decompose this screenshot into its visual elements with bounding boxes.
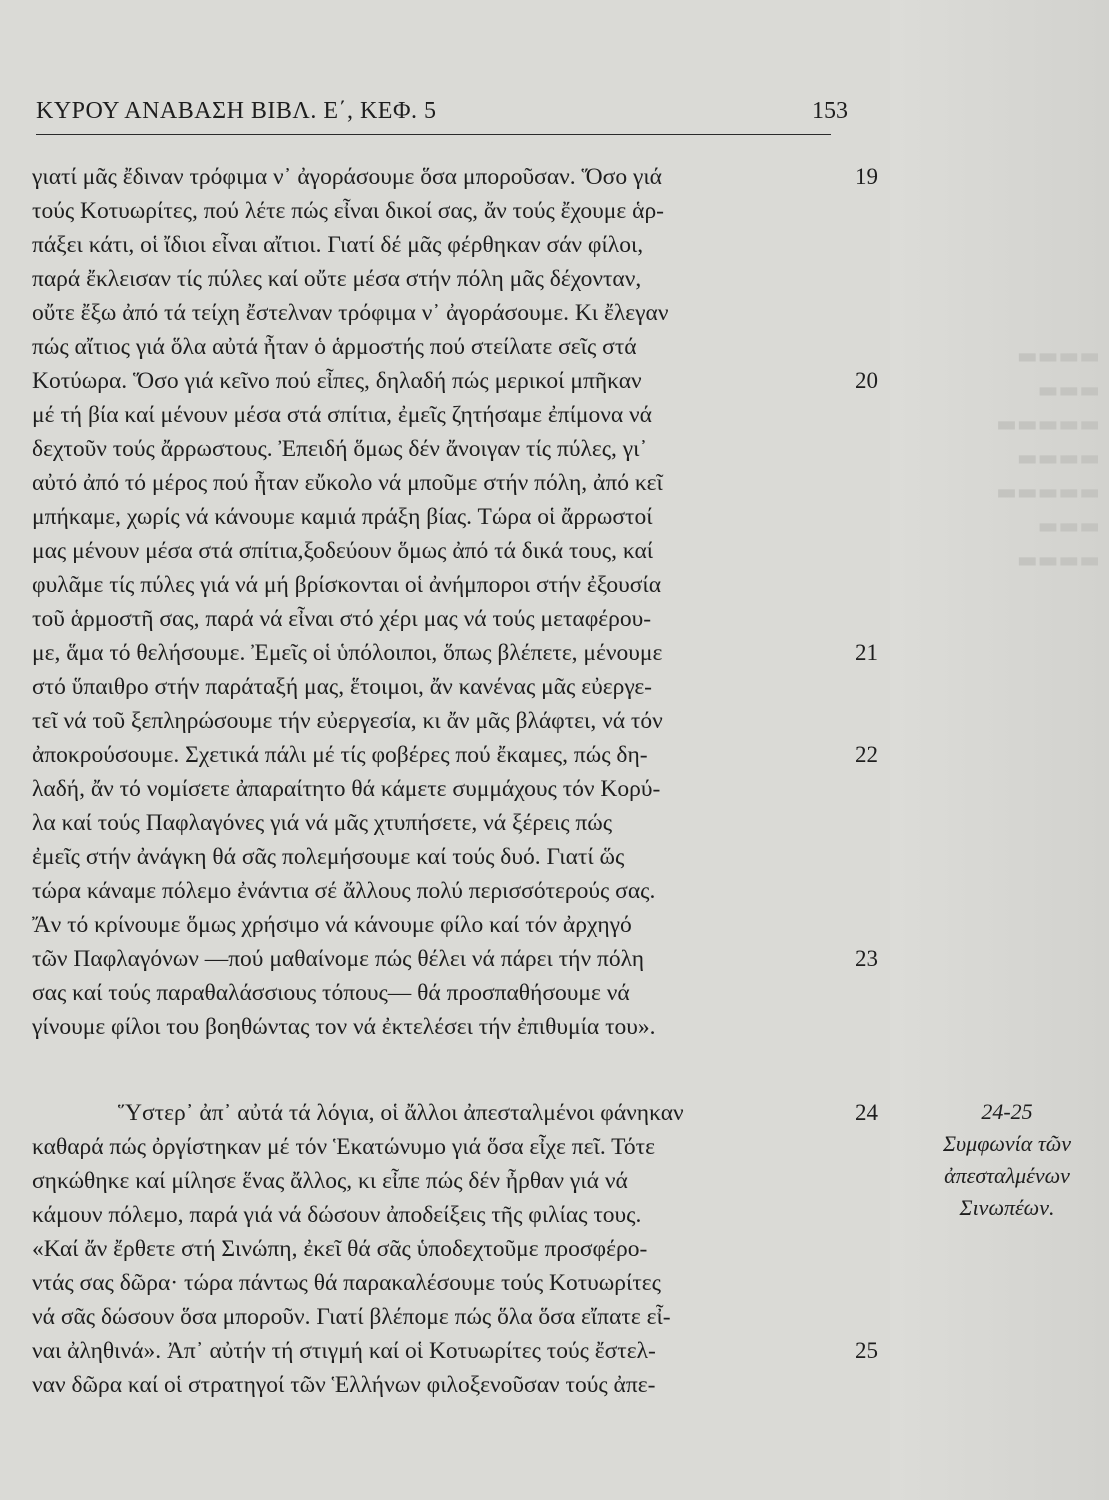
- margin-note: [912, 1096, 1102, 1224]
- text-line: καθαρά πώς ὀργίστηκαν μέ τόν Ἑκατώνυμο γιά ὅσα εἶχε πεῖ. Τότε: [32, 1134, 655, 1160]
- header-rule: [36, 134, 831, 135]
- show-through-text: ▬▬▬▬ ▬▬▬ ▬▬▬▬▬ ▬▬▬▬ ▬▬▬▬▬ ▬▬▬ ▬▬▬▬: [996, 344, 1100, 573]
- text-line: τούς Κοτυωρίτες, πού λέτε πώς εἶναι δικοί σας, ἄν τούς ἔχουμε ἁρ-: [32, 198, 665, 224]
- section-number: 25: [855, 1338, 878, 1363]
- text-line: μπήκαμε, χωρίς νά κάνουμε καμιά πράξη βίας. Τώρα οἱ ἄρρωστοί: [32, 504, 653, 530]
- section-number: 22: [855, 742, 878, 767]
- section-number: 21: [855, 640, 878, 665]
- text-line: δεχτοῦν τούς ἄρρωστους. Ἐπειδή ὅμως δέν ἄνοιγαν τίς πύλες, γι᾽: [32, 436, 648, 462]
- page-number: 153: [812, 98, 848, 124]
- section-number: 19: [855, 164, 878, 189]
- text-line: λαδή, ἄν τό νομίσετε ἀπαραίτητο θά κάμετε συμμάχους τόν Κορύ-: [32, 776, 661, 802]
- running-head: ΚΥΡΟΥ ΑΝΑΒΑΣΗ ΒΙΒΛ. Ε΄, ΚΕΦ. 5: [36, 98, 437, 124]
- section-number: 24: [855, 1100, 878, 1125]
- text-line: σηκώθηκε καί μίλησε ἕνας ἄλλος, κι εἶπε πώς δέν ἦρθαν γιά νά: [32, 1168, 628, 1194]
- text-line: ἀποκρούσουμε. Σχετικά πάλι μέ τίς φοβέρες πού ἔκαμες, πώς δη-: [32, 742, 648, 768]
- page-header: [36, 98, 848, 134]
- margin-note-line: Συμφωνία τῶν: [942, 1131, 1071, 1156]
- text-line: οὔτε ἔξω ἀπό τά τείχη ἔστελναν τρόφιμα ν᾽ ἀγοράσουμε. Κι ἔλεγαν: [32, 300, 669, 326]
- text-line: με, ἅμα τό θελήσουμε. Ἐμεῖς οἱ ὑπόλοιποι, ὅπως βλέπετε, μένουμε: [32, 640, 663, 666]
- text-line: μέ τή βία καί μένουν μέσα στά σπίτια, ἐμεῖς ζητήσαμε ἐπίμονα νά: [32, 402, 652, 428]
- text-line: τώρα κάναμε πόλεμο ἐνάντια σέ ἄλλους πολύ περισσότερούς σας.: [32, 878, 656, 904]
- text-line: τοῦ ἁρμοστῆ σας, παρά νά εἶναι στό χέρι μας νά τούς μεταφέρου-: [32, 606, 652, 632]
- text-line: αὐτό ἀπό τό μέρος πού ἦταν εὔκολο νά μποῦμε στήν πόλη, ἀπό κεῖ: [32, 470, 663, 496]
- text-line: πώς αἴτιος γιά ὅλα αὐτά ἦταν ὁ ἁρμοστής πού στείλατε σεῖς στά: [32, 334, 637, 360]
- margin-note-range: 24-25: [981, 1099, 1033, 1124]
- text-line: τεῖ νά τοῦ ξεπληρώσουμε τήν εὐεργεσία, κι ἄν μᾶς βλάφτει, νά τόν: [32, 708, 663, 734]
- margin-note-line: ἀπεσταλμένων: [944, 1163, 1070, 1188]
- text-line: μας μένουν μέσα στά σπίτια,ξοδεύουν ὅμως ἀπό τά δικά τους, καί: [32, 538, 654, 564]
- facing-page-edge: [890, 0, 1109, 1500]
- text-line: στό ὕπαιθρο στήν παράταξή μας, ἕτοιμοι, ἄν κανένας μᾶς εὐεργε-: [32, 674, 653, 700]
- text-line: κάμουν πόλεμο, παρά γιά νά δώσουν ἀποδείξεις τῆς φιλίας τους.: [32, 1202, 642, 1228]
- text-line: πάξει κάτι, οἱ ἴδιοι εἶναι αἴτιοι. Γιατί δέ μᾶς φέρθηκαν σάν φίλοι,: [32, 232, 644, 258]
- text-line: Ὕστερ᾽ ἀπ᾽ αὐτά τά λόγια, οἱ ἄλλοι ἀπεσταλμένοι φάνηκαν: [118, 1100, 684, 1126]
- text-line: Κοτύωρα. Ὅσο γιά κεῖνο πού εἶπες, δηλαδή πώς μερικοί μπῆκαν: [32, 368, 642, 394]
- text-line: «Καί ἄν ἔρθετε στή Σινώπη, ἐκεῖ θά σᾶς ὑποδεχτοῦμε προσφέρο-: [32, 1236, 648, 1262]
- text-line: ναν δῶρα καί οἱ στρατηγοί τῶν Ἑλλήνων φιλοξενοῦσαν τούς ἀπε-: [32, 1372, 656, 1398]
- text-line: γίνουμε φίλοι του βοηθώντας τον νά ἐκτελέσει τήν ἐπιθυμία του».: [32, 1014, 656, 1040]
- text-line: ἐμεῖς στήν ἀνάγκη θά σᾶς πολεμήσουμε καί τούς δυό. Γιατί ὥς: [32, 844, 625, 870]
- section-number: 20: [855, 368, 878, 393]
- text-line: τῶν Παφλαγόνων —πού μαθαίνομε πώς θέλει νά πάρει τήν πόλη: [32, 946, 645, 972]
- text-line: νά σᾶς δώσουν ὅσα μποροῦν. Γιατί βλέπομε πώς ὅλα ὅσα εἴπατε εἶ-: [32, 1304, 671, 1330]
- text-line: ντάς σας δῶρα· τώρα πάντως θά παρακαλέσουμε τούς Κοτυωρίτες: [32, 1270, 661, 1296]
- text-line: λα καί τούς Παφλαγόνες γιά νά μᾶς χτυπήσετε, νά ξέρεις πώς: [32, 810, 613, 836]
- text-line: γιατί μᾶς ἔδιναν τρόφιμα ν᾽ ἀγοράσουμε ὅσα μποροῦσαν. Ὅσο γιά: [32, 164, 662, 190]
- text-line: φυλᾶμε τίς πύλες γιά νά μή βρίσκονται οἱ ἀνήμποροι στήν ἐξουσία: [32, 572, 662, 598]
- text-line: σας καί τούς παραθαλάσσιους τόπους— θά προσπαθήσουμε νά: [32, 980, 630, 1006]
- section-number: 23: [855, 946, 878, 971]
- text-line: παρά ἔκλεισαν τίς πύλες καί οὔτε μέσα στήν πόλη μᾶς δέχονταν,: [32, 266, 642, 292]
- text-line: Ἄν τό κρίνουμε ὅμως χρήσιμο νά κάνουμε φίλο καί τόν ἀρχηγό: [32, 912, 632, 938]
- text-line: ναι ἀληθινά». Ἀπ᾽ αὐτήν τή στιγμή καί οἱ Κοτυωρίτες τούς ἔστελ-: [32, 1338, 656, 1364]
- margin-note-line: Σινωπέων.: [959, 1195, 1055, 1220]
